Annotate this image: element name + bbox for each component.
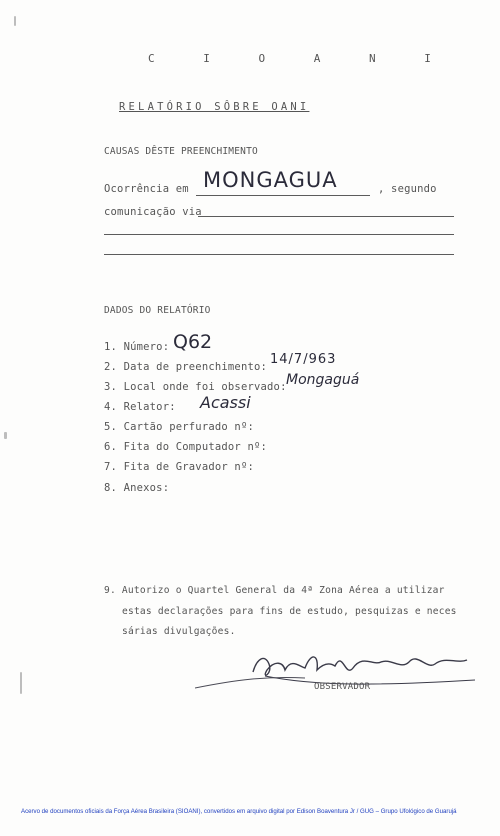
occurrence-line: [196, 195, 370, 196]
archive-footer: Acervo de documentos oficiais da Força Aérea Brasileira (SIOANI), convertidos em arquivo digital por Edison Boaventura Jr / GUG – Grupo Ufológico de Guarujá: [21, 808, 457, 815]
observer-label: OBSERVADOR: [314, 682, 371, 692]
item-number-value: Q62: [173, 331, 213, 353]
section-heading-report: DADOS DO RELATÓRIO: [104, 305, 211, 316]
occurrence-value: MONGAGUA: [203, 168, 338, 192]
item-date-label: 2. Data de preenchimento:: [104, 361, 268, 373]
item-reporter-value: Acassi: [200, 393, 251, 412]
occurrence-suffix: , segundo: [378, 183, 437, 195]
communication-line-2: [104, 234, 454, 235]
item-card-label: 5. Cartão perfurado nº:: [104, 421, 254, 433]
item-attachments-label: 8. Anexos:: [104, 482, 170, 494]
item-date-value: 14/7/963: [270, 352, 337, 367]
item-recorder-tape-label: 7. Fita de Gravador nº:: [104, 461, 254, 473]
report-title: RELATÓRIO SÔBRE OANI: [119, 101, 310, 113]
communication-line-1: [198, 216, 454, 217]
occurrence-label: Ocorrência em: [104, 183, 189, 195]
communication-label: comunicação via: [104, 206, 202, 218]
org-header: C I O A N I: [148, 52, 452, 65]
authorization-line-1: 9. Autorizo o Quartel General da 4ª Zona Aérea a utilizar: [104, 585, 445, 596]
item-computer-tape-label: 6. Fita do Computador nº:: [104, 441, 268, 453]
item-number-label: 1. Número:: [104, 341, 170, 353]
section-heading-causes: CAUSAS DÊSTE PREENCHIMENTO: [104, 146, 258, 157]
scan-speck: [14, 16, 16, 26]
item-location-value: Mongaguá: [286, 372, 360, 388]
communication-line-3: [104, 254, 454, 255]
authorization-line-3: sárias divulgações.: [122, 626, 236, 637]
scan-speck: [20, 672, 22, 694]
item-reporter-label: 4. Relator:: [104, 401, 176, 413]
scan-speck: [4, 432, 7, 439]
authorization-line-2: estas declarações para fins de estudo, pesquizas e neces: [122, 606, 457, 617]
item-location-label: 3. Local onde foi observado:: [104, 381, 287, 393]
